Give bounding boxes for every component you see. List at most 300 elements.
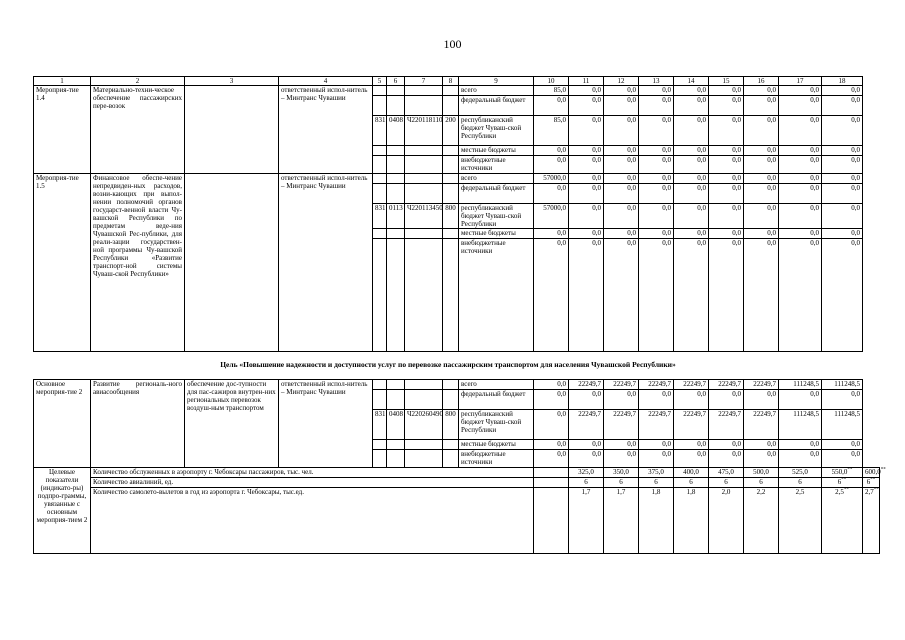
indicator-value-text: 6 — [837, 478, 842, 486]
amount-cell: 0,0 — [534, 450, 569, 468]
indicator-value-text: 2,5 — [835, 488, 844, 496]
header-cell: 18 — [822, 77, 863, 86]
budget-code-csr — [405, 156, 443, 174]
amount-cell: 0,0 — [779, 116, 822, 146]
budget-code-csr — [405, 239, 443, 352]
budget-code-vr — [443, 390, 459, 410]
indicator-value — [779, 468, 822, 478]
budget-code-rzpr — [387, 146, 405, 156]
measure-purpose — [185, 174, 279, 352]
amount-cell: 0,0 — [822, 156, 863, 174]
budget-code-grbs — [373, 184, 387, 204]
funding-source: внебюджетные источники — [459, 239, 534, 352]
amount-cell: 0,0 — [744, 239, 779, 352]
responsible-executor: ответственный испол-нитель – Минтранс Чувашии — [279, 86, 373, 174]
header-cell: 7 — [405, 77, 443, 86]
footnote-mark: ** — [870, 477, 876, 483]
budget-code-csr — [405, 174, 443, 184]
funding-source: федеральный бюджет — [459, 184, 534, 204]
funding-source: местные бюджеты — [459, 440, 534, 450]
amount-cell: 0,0 — [822, 116, 863, 146]
indicator-value-text: 1,8 — [686, 488, 696, 496]
indicator-value — [822, 468, 863, 478]
indicator-value — [744, 478, 779, 488]
amount-cell: 0,0 — [779, 146, 822, 156]
budget-code-grbs — [373, 229, 387, 239]
budget-code-grbs: 831 — [373, 116, 387, 146]
indicator-spacer — [534, 488, 569, 554]
header-cell: 15 — [709, 77, 744, 86]
amount-cell: 0,0 — [744, 184, 779, 204]
amount-cell: 0,0 — [604, 390, 639, 410]
amount-cell: 0,0 — [779, 86, 822, 96]
amount-cell: 0,0 — [639, 96, 674, 116]
budget-code-grbs — [373, 440, 387, 450]
amount-cell: 0,0 — [779, 156, 822, 174]
indicator-value-text: 1,7 — [616, 488, 626, 496]
indicator-value — [779, 478, 822, 488]
amount-cell: 0,0 — [639, 116, 674, 146]
header-cell: 16 — [744, 77, 779, 86]
amount-cell: 0,0 — [639, 239, 674, 352]
measure-description: Финансовое обеспе-чение непредвиден-ных расходов, возни-кающих при выпол-нении полномочий органов государст-венной власти Чу-вашской Республики по предметам веде-ния Чувашской Рес-публики, для реали-зации государствен-ной программы Чу-вашской Республики «Развитие транспорт-ной системы Чуваш-ской Республики» — [91, 174, 185, 352]
budget-code-grbs — [373, 156, 387, 174]
budget-code-csr — [405, 440, 443, 450]
amount-cell: 0,0 — [569, 116, 604, 146]
amount-cell: 0,0 — [674, 96, 709, 116]
measure-purpose — [185, 86, 279, 174]
amount-cell: 0,0 — [674, 390, 709, 410]
funding-source: республиканский бюджет Чуваш-ской Республики — [459, 204, 534, 229]
budget-code-vr — [443, 174, 459, 184]
amount-cell: 0,0 — [569, 229, 604, 239]
amount-cell: 0,0 — [779, 229, 822, 239]
budget-code-csr — [405, 86, 443, 96]
amount-cell: 0,0 — [639, 156, 674, 174]
amount-cell: 0,0 — [569, 450, 604, 468]
measure-purpose: обеспечение дос-тупности для пас-сажиров внутрен-них региональных перевозок воздуш-ным транспортом — [185, 380, 279, 468]
header-cell: 17 — [779, 77, 822, 86]
amount-cell: 0,0 — [604, 440, 639, 450]
amount-cell: 0,0 — [604, 239, 639, 352]
measure-description: Материально-техни-ческое обеспечение пассажирских пере-возок — [91, 86, 185, 174]
amount-cell: 0,0 — [744, 440, 779, 450]
amount-cell: 0,0 — [674, 156, 709, 174]
amount-cell: 0,0 — [604, 146, 639, 156]
budget-code-csr: Ч220113450 — [405, 204, 443, 229]
indicator-value-text: 6 — [798, 478, 802, 486]
amount-cell: 22249,7 — [709, 380, 744, 390]
amount-cell: 0,0 — [709, 390, 744, 410]
amount-cell: 0,0 — [709, 239, 744, 352]
amount-cell: 0,0 — [569, 146, 604, 156]
budget-code-rzpr — [387, 440, 405, 450]
funding-source: местные бюджеты — [459, 146, 534, 156]
indicator-value — [639, 478, 674, 488]
amount-cell: 0,0 — [709, 229, 744, 239]
budget-code-csr — [405, 450, 443, 468]
indicator-name: Количество обслуженных в аэропорту г. Чебоксары пассажиров, тыс. чел. — [91, 468, 534, 478]
header-cell: 6 — [387, 77, 405, 86]
amount-cell: 0,0 — [822, 86, 863, 96]
funding-source: республиканский бюджет Чуваш-ской Республики — [459, 410, 534, 440]
amount-cell: 0,0 — [744, 156, 779, 174]
indicator-value — [822, 478, 863, 488]
budget-code-vr — [443, 146, 459, 156]
header-cell: 13 — [639, 77, 674, 86]
indicator-spacer — [534, 478, 569, 488]
budget-code-csr: Ч220118110 — [405, 116, 443, 146]
indicator-value-text: 325,0 — [578, 468, 594, 476]
amount-cell: 0,0 — [709, 156, 744, 174]
measure-name: Основное мероприя-тие 2 — [34, 380, 91, 468]
amount-cell: 0,0 — [639, 450, 674, 468]
amount-cell: 0,0 — [709, 440, 744, 450]
budget-row — [34, 174, 880, 184]
amount-cell: 0,0 — [639, 184, 674, 204]
budget-code-grbs — [373, 146, 387, 156]
budget-code-vr — [443, 86, 459, 96]
amount-cell: 111248,5 — [822, 410, 863, 440]
amount-cell: 0,0 — [569, 96, 604, 116]
budget-code-csr — [405, 96, 443, 116]
funding-source: федеральный бюджет — [459, 96, 534, 116]
amount-cell: 22249,7 — [674, 380, 709, 390]
indicator-row — [34, 468, 880, 478]
budget-code-csr — [405, 229, 443, 239]
amount-cell: 0,0 — [534, 440, 569, 450]
budget-code-rzpr — [387, 86, 405, 96]
budget-code-rzpr — [387, 174, 405, 184]
amount-cell: 0,0 — [604, 229, 639, 239]
amount-cell: 57000,0 — [534, 204, 569, 229]
budget-code-vr — [443, 156, 459, 174]
indicator-value — [744, 488, 779, 554]
page-number: 100 — [443, 37, 462, 51]
amount-cell: 0,0 — [822, 390, 863, 410]
header-cell: 8 — [443, 77, 459, 86]
amount-cell: 0,0 — [779, 239, 822, 352]
indicators-label: Целевые показатели (индикато-ры) подпро-граммы, увязанные с основным мероприя-тием 2 — [34, 468, 91, 554]
amount-cell: 0,0 — [569, 184, 604, 204]
amount-cell: 22249,7 — [709, 410, 744, 440]
amount-cell: 0,0 — [744, 86, 779, 96]
amount-cell: 111248,5 — [779, 380, 822, 390]
amount-cell: 22249,7 — [604, 380, 639, 390]
header-cell: 10 — [534, 77, 569, 86]
indicator-value-text: 2,5 — [795, 488, 805, 496]
amount-cell: 0,0 — [639, 146, 674, 156]
indicator-value — [639, 488, 674, 554]
budget-table — [33, 76, 886, 554]
header-cell: 9 — [459, 77, 534, 86]
amount-cell: 0,0 — [534, 156, 569, 174]
indicator-value-text: 2,2 — [756, 488, 766, 496]
amount-cell: 0,0 — [534, 410, 569, 440]
goal-heading: Цель «Повышение надежности и доступности услуг по перевозке пассажирским транспортом для населения Чувашской Республики» — [34, 352, 863, 380]
amount-cell: 0,0 — [744, 174, 779, 184]
indicator-value — [779, 488, 822, 554]
measure-name: Мероприя-тие 1.5 — [34, 174, 91, 352]
header-cell: 14 — [674, 77, 709, 86]
header-cell: 12 — [604, 77, 639, 86]
indicator-value-text: 375,0 — [648, 468, 664, 476]
indicator-name: Количество авиалиний, ед. — [91, 478, 534, 488]
amount-cell: 0,0 — [534, 184, 569, 204]
budget-code-grbs — [373, 390, 387, 410]
amount-cell: 0,0 — [709, 174, 744, 184]
indicator-value-text: 6 — [689, 478, 693, 486]
budget-row — [34, 86, 880, 96]
indicator-value-text: 600,0 — [865, 468, 881, 476]
amount-cell: 0,0 — [534, 239, 569, 352]
budget-code-rzpr: 0113 — [387, 204, 405, 229]
amount-cell: 0,0 — [709, 146, 744, 156]
amount-cell: 0,0 — [604, 156, 639, 174]
amount-cell: 0,0 — [604, 86, 639, 96]
header-cell: 3 — [185, 77, 279, 86]
amount-cell: 0,0 — [639, 440, 674, 450]
indicator-value — [863, 467, 886, 478]
measure-description: Развитие региональ-ного авиасообщения — [91, 380, 185, 468]
budget-code-grbs — [373, 174, 387, 184]
amount-cell: 22249,7 — [744, 410, 779, 440]
budget-code-rzpr: 0408 — [387, 116, 405, 146]
amount-cell: 0,0 — [674, 229, 709, 239]
budget-code-grbs — [373, 96, 387, 116]
amount-cell: 0,0 — [569, 86, 604, 96]
budget-code-grbs: 831 — [373, 410, 387, 440]
indicator-value — [604, 478, 639, 488]
header-cell: 4 — [279, 77, 373, 86]
indicator-value-text: 6 — [866, 478, 871, 486]
indicator-value-text: 475,0 — [718, 468, 734, 476]
budget-code-rzpr — [387, 96, 405, 116]
amount-cell: 0,0 — [744, 204, 779, 229]
funding-source: всего — [459, 86, 534, 96]
indicator-value — [604, 488, 639, 554]
budget-code-vr: 800 — [443, 204, 459, 229]
header-cell: 11 — [569, 77, 604, 86]
indicator-value-text: 6 — [759, 478, 763, 486]
amount-cell: 0,0 — [604, 204, 639, 229]
amount-cell: 0,0 — [744, 390, 779, 410]
funding-source: всего — [459, 174, 534, 184]
indicator-row — [34, 478, 880, 488]
budget-code-grbs — [373, 239, 387, 352]
amount-cell: 0,0 — [674, 440, 709, 450]
amount-cell: 0,0 — [744, 229, 779, 239]
amount-cell: 0,0 — [534, 96, 569, 116]
amount-cell: 0,0 — [822, 96, 863, 116]
funding-source: федеральный бюджет — [459, 390, 534, 410]
amount-cell: 0,0 — [744, 450, 779, 468]
amount-cell: 22249,7 — [639, 410, 674, 440]
amount-cell: 0,0 — [674, 174, 709, 184]
amount-cell: 0,0 — [534, 380, 569, 390]
indicator-value — [744, 468, 779, 478]
amount-cell: 0,0 — [709, 96, 744, 116]
budget-code-vr — [443, 184, 459, 204]
indicator-value-text: 400,0 — [683, 468, 699, 476]
indicator-row — [34, 488, 880, 554]
indicator-value — [863, 478, 880, 488]
amount-cell: 0,0 — [822, 184, 863, 204]
amount-cell: 0,0 — [604, 184, 639, 204]
indicator-value-text: 6 — [584, 478, 588, 486]
amount-cell: 0,0 — [534, 146, 569, 156]
footnote-mark: ** — [841, 477, 847, 483]
amount-cell: 0,0 — [604, 174, 639, 184]
budget-code-rzpr — [387, 229, 405, 239]
amount-cell: 0,0 — [709, 204, 744, 229]
amount-cell: 0,0 — [744, 146, 779, 156]
funding-source: местные бюджеты — [459, 229, 534, 239]
amount-cell: 0,0 — [674, 450, 709, 468]
amount-cell: 0,0 — [604, 96, 639, 116]
indicator-value — [604, 468, 639, 478]
amount-cell: 0,0 — [604, 450, 639, 468]
funding-source: всего — [459, 380, 534, 390]
amount-cell: 0,0 — [709, 184, 744, 204]
goal-row — [34, 352, 880, 380]
amount-cell: 0,0 — [779, 174, 822, 184]
amount-cell: 0,0 — [674, 239, 709, 352]
indicator-value — [569, 488, 604, 554]
amount-cell: 0,0 — [569, 440, 604, 450]
budget-code-rzpr — [387, 239, 405, 352]
amount-cell: 0,0 — [822, 440, 863, 450]
header-cell: 5 — [373, 77, 387, 86]
indicator-value-text: 6 — [724, 478, 728, 486]
amount-cell: 85,0 — [534, 116, 569, 146]
indicator-value-text: 550,0 — [831, 468, 848, 476]
budget-code-vr — [443, 229, 459, 239]
budget-code-grbs — [373, 380, 387, 390]
indicator-value-text: 2,0 — [721, 488, 731, 496]
amount-cell: 0,0 — [534, 390, 569, 410]
budget-code-csr — [405, 146, 443, 156]
budget-code-vr — [443, 380, 459, 390]
budget-code-rzpr — [387, 184, 405, 204]
amount-cell: 0,0 — [569, 390, 604, 410]
amount-cell: 111248,5 — [779, 410, 822, 440]
amount-cell: 0,0 — [822, 450, 863, 468]
amount-cell: 0,0 — [822, 229, 863, 239]
amount-cell: 0,0 — [779, 390, 822, 410]
amount-cell: 0,0 — [534, 229, 569, 239]
indicator-name: Количество самолето-вылетов в год из аэропорта г. Чебоксары, тыс.ед. — [91, 488, 534, 554]
funding-source: республиканский бюджет Чуваш-ской Республики — [459, 116, 534, 146]
amount-cell: 0,0 — [779, 204, 822, 229]
amount-cell: 22249,7 — [639, 380, 674, 390]
amount-cell: 0,0 — [569, 204, 604, 229]
indicator-value — [822, 488, 863, 554]
budget-code-rzpr — [387, 450, 405, 468]
amount-cell: 0,0 — [569, 239, 604, 352]
amount-cell: 85,0 — [534, 86, 569, 96]
budget-code-rzpr — [387, 390, 405, 410]
footnote-mark: ** — [873, 487, 879, 493]
indicator-value — [709, 488, 744, 554]
indicator-value-text: 6 — [619, 478, 623, 486]
indicator-value — [863, 488, 880, 554]
indicator-value — [674, 478, 709, 488]
budget-code-grbs: 831 — [373, 204, 387, 229]
amount-cell: 0,0 — [709, 450, 744, 468]
indicator-value-text: 525,0 — [792, 468, 808, 476]
header-row — [34, 77, 880, 86]
budget-code-grbs — [373, 86, 387, 96]
amount-cell: 0,0 — [744, 96, 779, 116]
indicator-value-text: 2,7 — [865, 488, 874, 496]
amount-cell: 0,0 — [779, 96, 822, 116]
amount-cell: 0,0 — [709, 86, 744, 96]
funding-source: внебюджетные источники — [459, 156, 534, 174]
indicator-value — [709, 468, 744, 478]
amount-cell: 0,0 — [674, 146, 709, 156]
budget-code-vr — [443, 239, 459, 352]
budget-row — [34, 380, 880, 390]
amount-cell: 0,0 — [569, 174, 604, 184]
footnote-mark: ** — [847, 467, 853, 473]
budget-code-vr — [443, 440, 459, 450]
budget-code-grbs — [373, 450, 387, 468]
amount-cell: 0,0 — [779, 440, 822, 450]
budget-code-csr — [405, 380, 443, 390]
amount-cell: 22249,7 — [604, 410, 639, 440]
header-cell: 2 — [91, 77, 185, 86]
header-cell: 1 — [34, 77, 91, 86]
amount-cell: 0,0 — [779, 450, 822, 468]
budget-code-vr: 800 — [443, 410, 459, 440]
amount-cell: 0,0 — [674, 204, 709, 229]
indicator-value — [639, 468, 674, 478]
budget-code-csr — [405, 184, 443, 204]
amount-cell: 22249,7 — [569, 410, 604, 440]
indicator-value-text: 6 — [654, 478, 658, 486]
budget-code-vr — [443, 96, 459, 116]
budget-code-rzpr — [387, 156, 405, 174]
responsible-executor: ответственный испол-нитель – Минтранс Чувашии — [279, 380, 373, 468]
measure-name: Мероприя-тие 1.4 — [34, 86, 91, 174]
amount-cell: 0,0 — [674, 86, 709, 96]
budget-code-csr — [405, 390, 443, 410]
amount-cell: 22249,7 — [569, 380, 604, 390]
budget-code-csr: Ч220260490 — [405, 410, 443, 440]
budget-code-rzpr — [387, 380, 405, 390]
indicator-value — [569, 478, 604, 488]
amount-cell: 0,0 — [674, 184, 709, 204]
amount-cell: 0,0 — [822, 239, 863, 352]
amount-cell: 0,0 — [709, 116, 744, 146]
budget-code-rzpr: 0408 — [387, 410, 405, 440]
indicator-value-text: 1,8 — [651, 488, 661, 496]
amount-cell: 0,0 — [639, 204, 674, 229]
budget-code-vr — [443, 450, 459, 468]
responsible-executor: ответственный испол-нитель – Минтранс Чувашии — [279, 174, 373, 352]
amount-cell: 0,0 — [674, 116, 709, 146]
footnote-mark: ** — [843, 487, 849, 493]
footnote-mark: ** — [880, 467, 886, 473]
indicator-value-text: 500,0 — [753, 468, 769, 476]
amount-cell: 57000,0 — [534, 174, 569, 184]
indicator-value — [674, 468, 709, 478]
indicator-value-text: 1,7 — [581, 488, 591, 496]
amount-cell: 0,0 — [779, 184, 822, 204]
indicator-spacer — [534, 468, 569, 478]
indicator-value-text: 350,0 — [613, 468, 629, 476]
